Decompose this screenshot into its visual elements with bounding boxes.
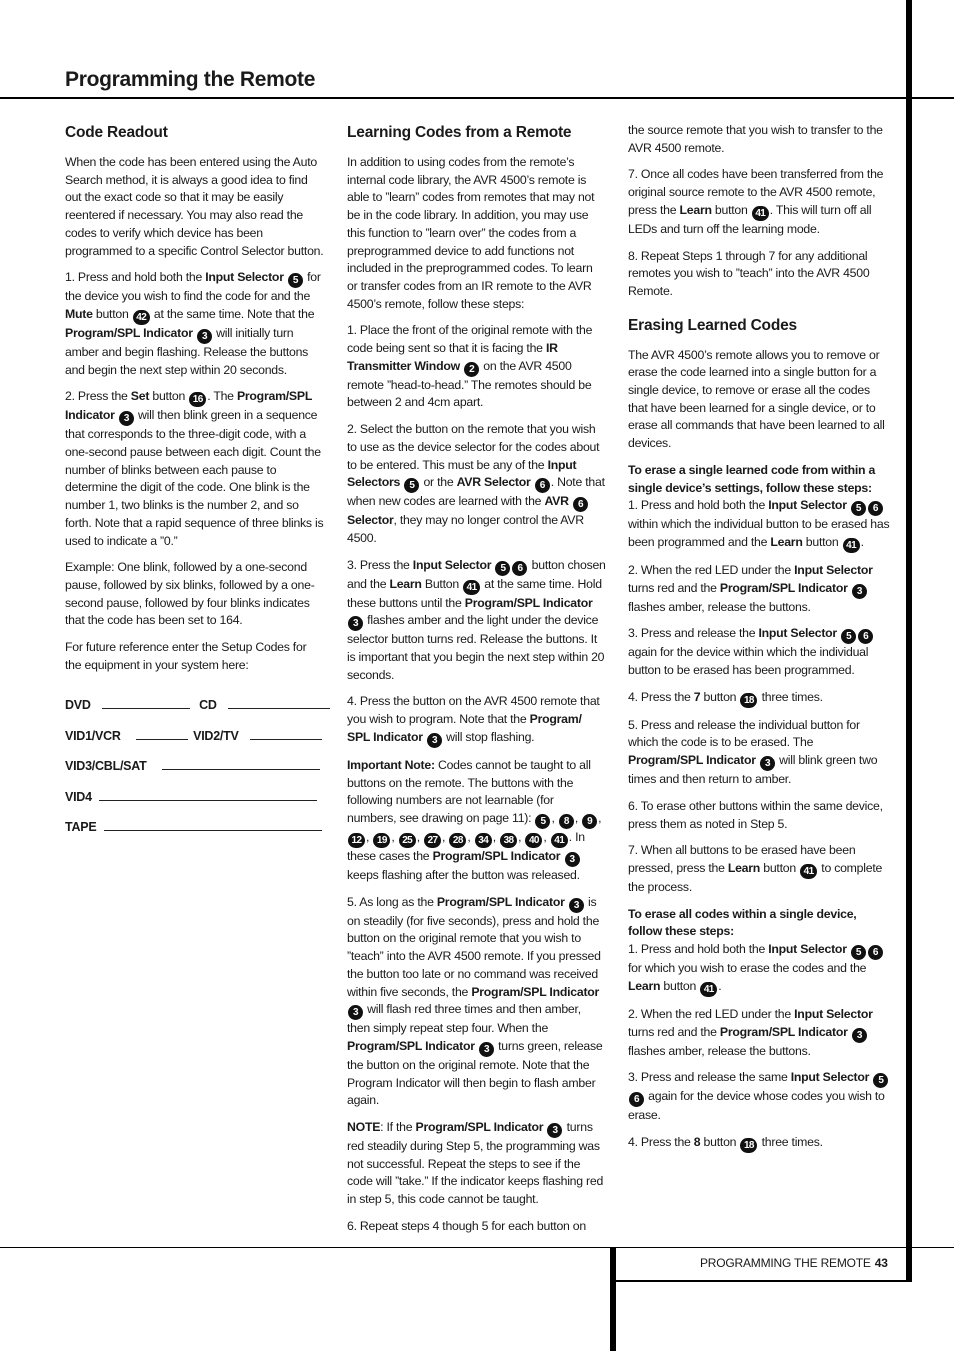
callout-number-icon: 25 [399, 833, 416, 848]
step-6: 6. Repeat steps 4 though 5 for each button on [347, 1218, 586, 1233]
setup-row [65, 818, 325, 849]
callout-number-icon: 3 [427, 733, 442, 748]
erase-all-step-4: 4. Press the 8 button 18 three times. [628, 1134, 823, 1151]
callout-number-icon: 3 [197, 329, 212, 344]
cd-code-field[interactable] [228, 696, 330, 709]
note-paragraph: NOTE: If the Program/SPL Indicator 3 turns red steadily during Step 5, the programming was not successful. Repeat the steps to see if the code will ”take.” If the indicator keeps flashing red in step 5, this code cannot be taught. [347, 1120, 604, 1207]
column-erasing-codes [628, 122, 890, 1162]
erase-step-5: 5. Press and release the individual button for which the code is to be erased. The Program/SPL Indicator 3 will blink green two times and then return to amber. [628, 717, 878, 787]
callout-number-icon: 5 [851, 945, 866, 960]
page-number: 43 [874, 1256, 888, 1270]
callout-number-icon: 41 [800, 864, 817, 879]
paragraph: In addition to using codes from the remote’s internal code library, the AVR 4500’s remote is able to ”learn” codes from remotes that may not be in the code library. In addition, you may use this function to ”learn over” the codes from a preprogrammed device to add functions not included in the preprogrammed codes. To learn or transfer codes from an IR remote to the AVR 4500’s remote, follow these steps: [347, 155, 595, 311]
callout-number-icon: 8 [559, 814, 574, 829]
right-edge-bar [906, 0, 912, 1282]
callout-number-icon: 3 [569, 898, 584, 913]
footer-rule [0, 1247, 954, 1248]
step-2: 2. Press the Set button 16 . The Program/SPL Indicator 3 will then blink green in a sequence that corresponds to the three-digit code, with a one-second pause between each digit. Count the number of blinks between each pause to determine the digit of the code. One blink is the number 1, two blinks is the number 2, and so forth. Note that a rapid sequence of three blinks is used to indicate a ”0.” [65, 389, 324, 548]
callout-number-icon: 16 [189, 392, 206, 407]
callout-number-icon: 18 [740, 1138, 757, 1153]
callout-number-icon: 27 [424, 833, 441, 848]
vid1-code-field[interactable] [136, 727, 188, 740]
callout-number-icon: 3 [348, 616, 363, 631]
step-7: 7. Once all codes have been transferred from the original source remote to the AVR 4500 remote, press the Learn button 41 . This will turn off all LEDs and turn off the learning mode. [628, 167, 884, 236]
callout-number-icon: 19 [373, 833, 390, 848]
setup-label: VID2/TV [193, 728, 239, 743]
callout-number-icon: 18 [740, 693, 757, 708]
callout-number-icon: 6 [868, 945, 883, 960]
callout-number-icon: 5 [841, 629, 856, 644]
erase-step-6: 6. To erase other buttons within the same device, press them as noted in Step 5. [628, 798, 883, 831]
setup-label: VID4 [65, 789, 92, 804]
footer-box-rule [610, 1280, 912, 1282]
callout-number-icon: 6 [858, 629, 873, 644]
setup-label: VID1/VCR [65, 728, 121, 743]
callout-number-icon: 41 [551, 833, 568, 848]
section-heading: Code Readout [65, 124, 168, 141]
section-heading: Erasing Learned Codes [628, 316, 797, 334]
setup-label: DVD [65, 698, 91, 713]
page-title: Programming the Remote [65, 68, 316, 91]
setup-row [65, 727, 325, 758]
erase-all-step-3: 3. Press and release the same Input Selector 56 again for the device whose codes you wish to erase. [628, 1069, 890, 1125]
callout-number-icon: 28 [449, 833, 466, 848]
callout-number-icon: 5 [404, 478, 419, 493]
callout-number-icon: 3 [547, 1123, 562, 1138]
callout-number-icon: 9 [582, 814, 597, 829]
callout-number-icon: 6 [629, 1092, 644, 1107]
erase-step-1: 1. Press and hold both the Input Selector 5 6 within which the individual button to be erased has been programmed and the Learn button 41 . [628, 498, 890, 551]
subheading: To erase a single learned code from within a single device’s settings, follow these steps: [628, 462, 876, 495]
vid3-code-field[interactable] [162, 757, 320, 770]
paragraph: For future reference enter the Setup Codes for the equipment in your system here: [65, 640, 307, 672]
step-1: 1. Press and hold both the Input Selector 5 for the device you wish to find the code for and the Mute button 42 at the same time. Note that the Program/SPL Indicator 3 will initially turn amber and begin flashing. Release the buttons and begin the next step within 20 seconds. [65, 270, 321, 377]
callout-number-icon: 41 [752, 206, 769, 221]
callout-number-icon: 34 [475, 833, 492, 848]
callout-number-icon: 5 [288, 273, 303, 288]
callout-number-icon: 3 [760, 756, 775, 771]
callout-number-icon: 3 [348, 1005, 363, 1020]
vid4-code-field[interactable] [99, 788, 317, 801]
erase-all-step-1: 1. Press and hold both the Input Selector 5 6 for which you wish to erase the codes and the Learn button 41 . [628, 941, 890, 997]
section-heading: Learning Codes from a Remote [347, 124, 572, 141]
continued-paragraph: the source remote that you wish to transfer to the AVR 4500 remote. [628, 123, 883, 155]
header-rule [0, 97, 954, 99]
callout-number-icon: 3 [565, 852, 580, 867]
callout-number-icon: 6 [868, 501, 883, 516]
page-footer [700, 1256, 888, 1270]
step-1: 1. Place the front of the original remote with the code being sent so that it is facing the IR Transmitter Window 2 on the AVR 4500 remote ”head-to-head.” The remotes should be between 2 and 4cm apart. [347, 323, 593, 410]
callout-number-icon: 2 [464, 362, 479, 377]
erase-step-2: 2. When the red LED under the Input Selector turns red and the Program/SPL Indicator 3 flashes amber, release the buttons. [628, 562, 873, 614]
setup-row [65, 757, 325, 788]
callout-number-icon: 3 [119, 411, 134, 426]
dvd-code-field[interactable] [102, 696, 190, 709]
example-paragraph: Example: One blink, followed by a one-second pause, followed by six blinks, followed by a one-second pause, followed by four blinks indicates that the code has been set to 164. [65, 560, 315, 628]
setup-codes-form [65, 696, 325, 849]
footer-edge-bar [610, 1248, 616, 1351]
callout-number-icon: 6 [573, 497, 588, 512]
tape-code-field[interactable] [104, 818, 322, 831]
callout-number-icon: 5 [535, 814, 550, 829]
callout-number-icon: 41 [463, 580, 480, 595]
step-4: 4. Press the button on the AVR 4500 remote that you wish to program. Note that the Program/ SPL Indicator 3 will stop flashing. [347, 694, 600, 746]
step-2: 2. Select the button on the remote that you wish to use as the device selector for the codes about to be entered. This must be any of the Input Selectors 5 or the AVR Selector 6 . Note that when new codes are learned with the AVR 6 Selector, they may no longer control the AVR 4500. [347, 422, 605, 545]
callout-number-icon: 3 [852, 584, 867, 599]
paragraph: The AVR 4500’s remote allows you to remove or erase the code learned into a single button for a single device, to remove or erase all the codes that have been learned for a single device, or to erase all commands that have been learned to all devices. [628, 347, 885, 451]
callout-number-icon: 5 [495, 561, 510, 576]
setup-label: VID3/CBL/SAT [65, 759, 147, 774]
step-8: 8. Repeat Steps 1 through 7 for any additional remotes you wish to ”teach” into the AVR 4500 Remote. [628, 248, 870, 298]
subheading: To erase all codes within a single device, follow these steps: [628, 906, 857, 939]
callout-number-icon: 42 [133, 310, 150, 325]
callout-number-icon: 5 [873, 1073, 888, 1088]
callout-number-icon: 3 [479, 1042, 494, 1057]
setup-label: CD [199, 698, 217, 713]
callout-number-icon: 6 [512, 561, 527, 576]
column-learning-codes [347, 122, 606, 1236]
column-code-readout [65, 122, 325, 849]
footer-label: PROGRAMMING THE REMOTE [700, 1256, 871, 1270]
erase-all-step-2: 2. When the red LED under the Input Selector turns red and the Program/SPL Indicator 3 flashes amber, release the buttons. [628, 1006, 873, 1058]
step-5: 5. As long as the Program/SPL Indicator 3 is on steadily (for five seconds), press and hold the button on the original remote that you wish to ”teach” into the AVR 4500 remote. If you pressed the button too late or no command was received within five seconds, the Program/SPL Indicator 3 will flash red three times and then amber, then simply repeat step four. When the Program/SPL Indicator 3 turns green, release the button on the original remote. Note that the Program Indicator will then begin to flash amber again. [347, 894, 603, 1108]
vid2-code-field[interactable] [250, 727, 322, 740]
setup-row [65, 696, 325, 727]
non-learnable-numbers: 5 , 8 , 9 , 12 , 19 , 25 , 27 , 28 , 34 , 38 , 40 , 41 [347, 811, 601, 844]
callout-number-icon: 40 [525, 833, 542, 848]
important-note: Important Note: Codes cannot be taught to all buttons on the remote. The buttons with the following numbers are not learnable (for numbers, see drawing on page 11): 5 , 8 , 9 , 12 , 19 , 25 , 27 , 28 , 34 , 38 , 40 , 41 . In these cases the Program/SPL Indicator 3 keeps flashing after the button was released. [347, 757, 602, 882]
callout-number-icon: 5 [851, 501, 866, 516]
erase-step-4: 4. Press the 7 button 18 three times. [628, 689, 823, 706]
setup-label: TAPE [65, 820, 97, 835]
step-3: 3. Press the Input Selector 5 6 button chosen and the Learn Button 41 at the same time. Hold these buttons until the Program/SPL Indicator 3 flashes amber and the light under the device selector button turns red. Release the buttons. It is important that you begin the next step within 20 seconds. [347, 557, 606, 682]
callout-number-icon: 41 [700, 982, 717, 997]
erase-step-7: 7. When all buttons to be erased have been pressed, press the Learn button 41 to complete the process. [628, 843, 883, 894]
callout-number-icon: 6 [535, 478, 550, 493]
callout-number-icon: 41 [843, 538, 860, 553]
erase-step-3: 3. Press and release the Input Selector 5 6 again for the device within which the individual button to be erased has been programmed. [628, 625, 890, 679]
setup-row [65, 788, 325, 819]
callout-number-icon: 38 [500, 833, 517, 848]
paragraph: When the code has been entered using the Auto Search method, it is always a good idea to find out the exact code so that it may be easily reentered if necessary. You may also read the codes to verify which device has been programmed to a specific Control Selector button. [65, 155, 324, 258]
callout-number-icon: 3 [852, 1028, 867, 1043]
callout-number-icon: 12 [348, 833, 365, 848]
